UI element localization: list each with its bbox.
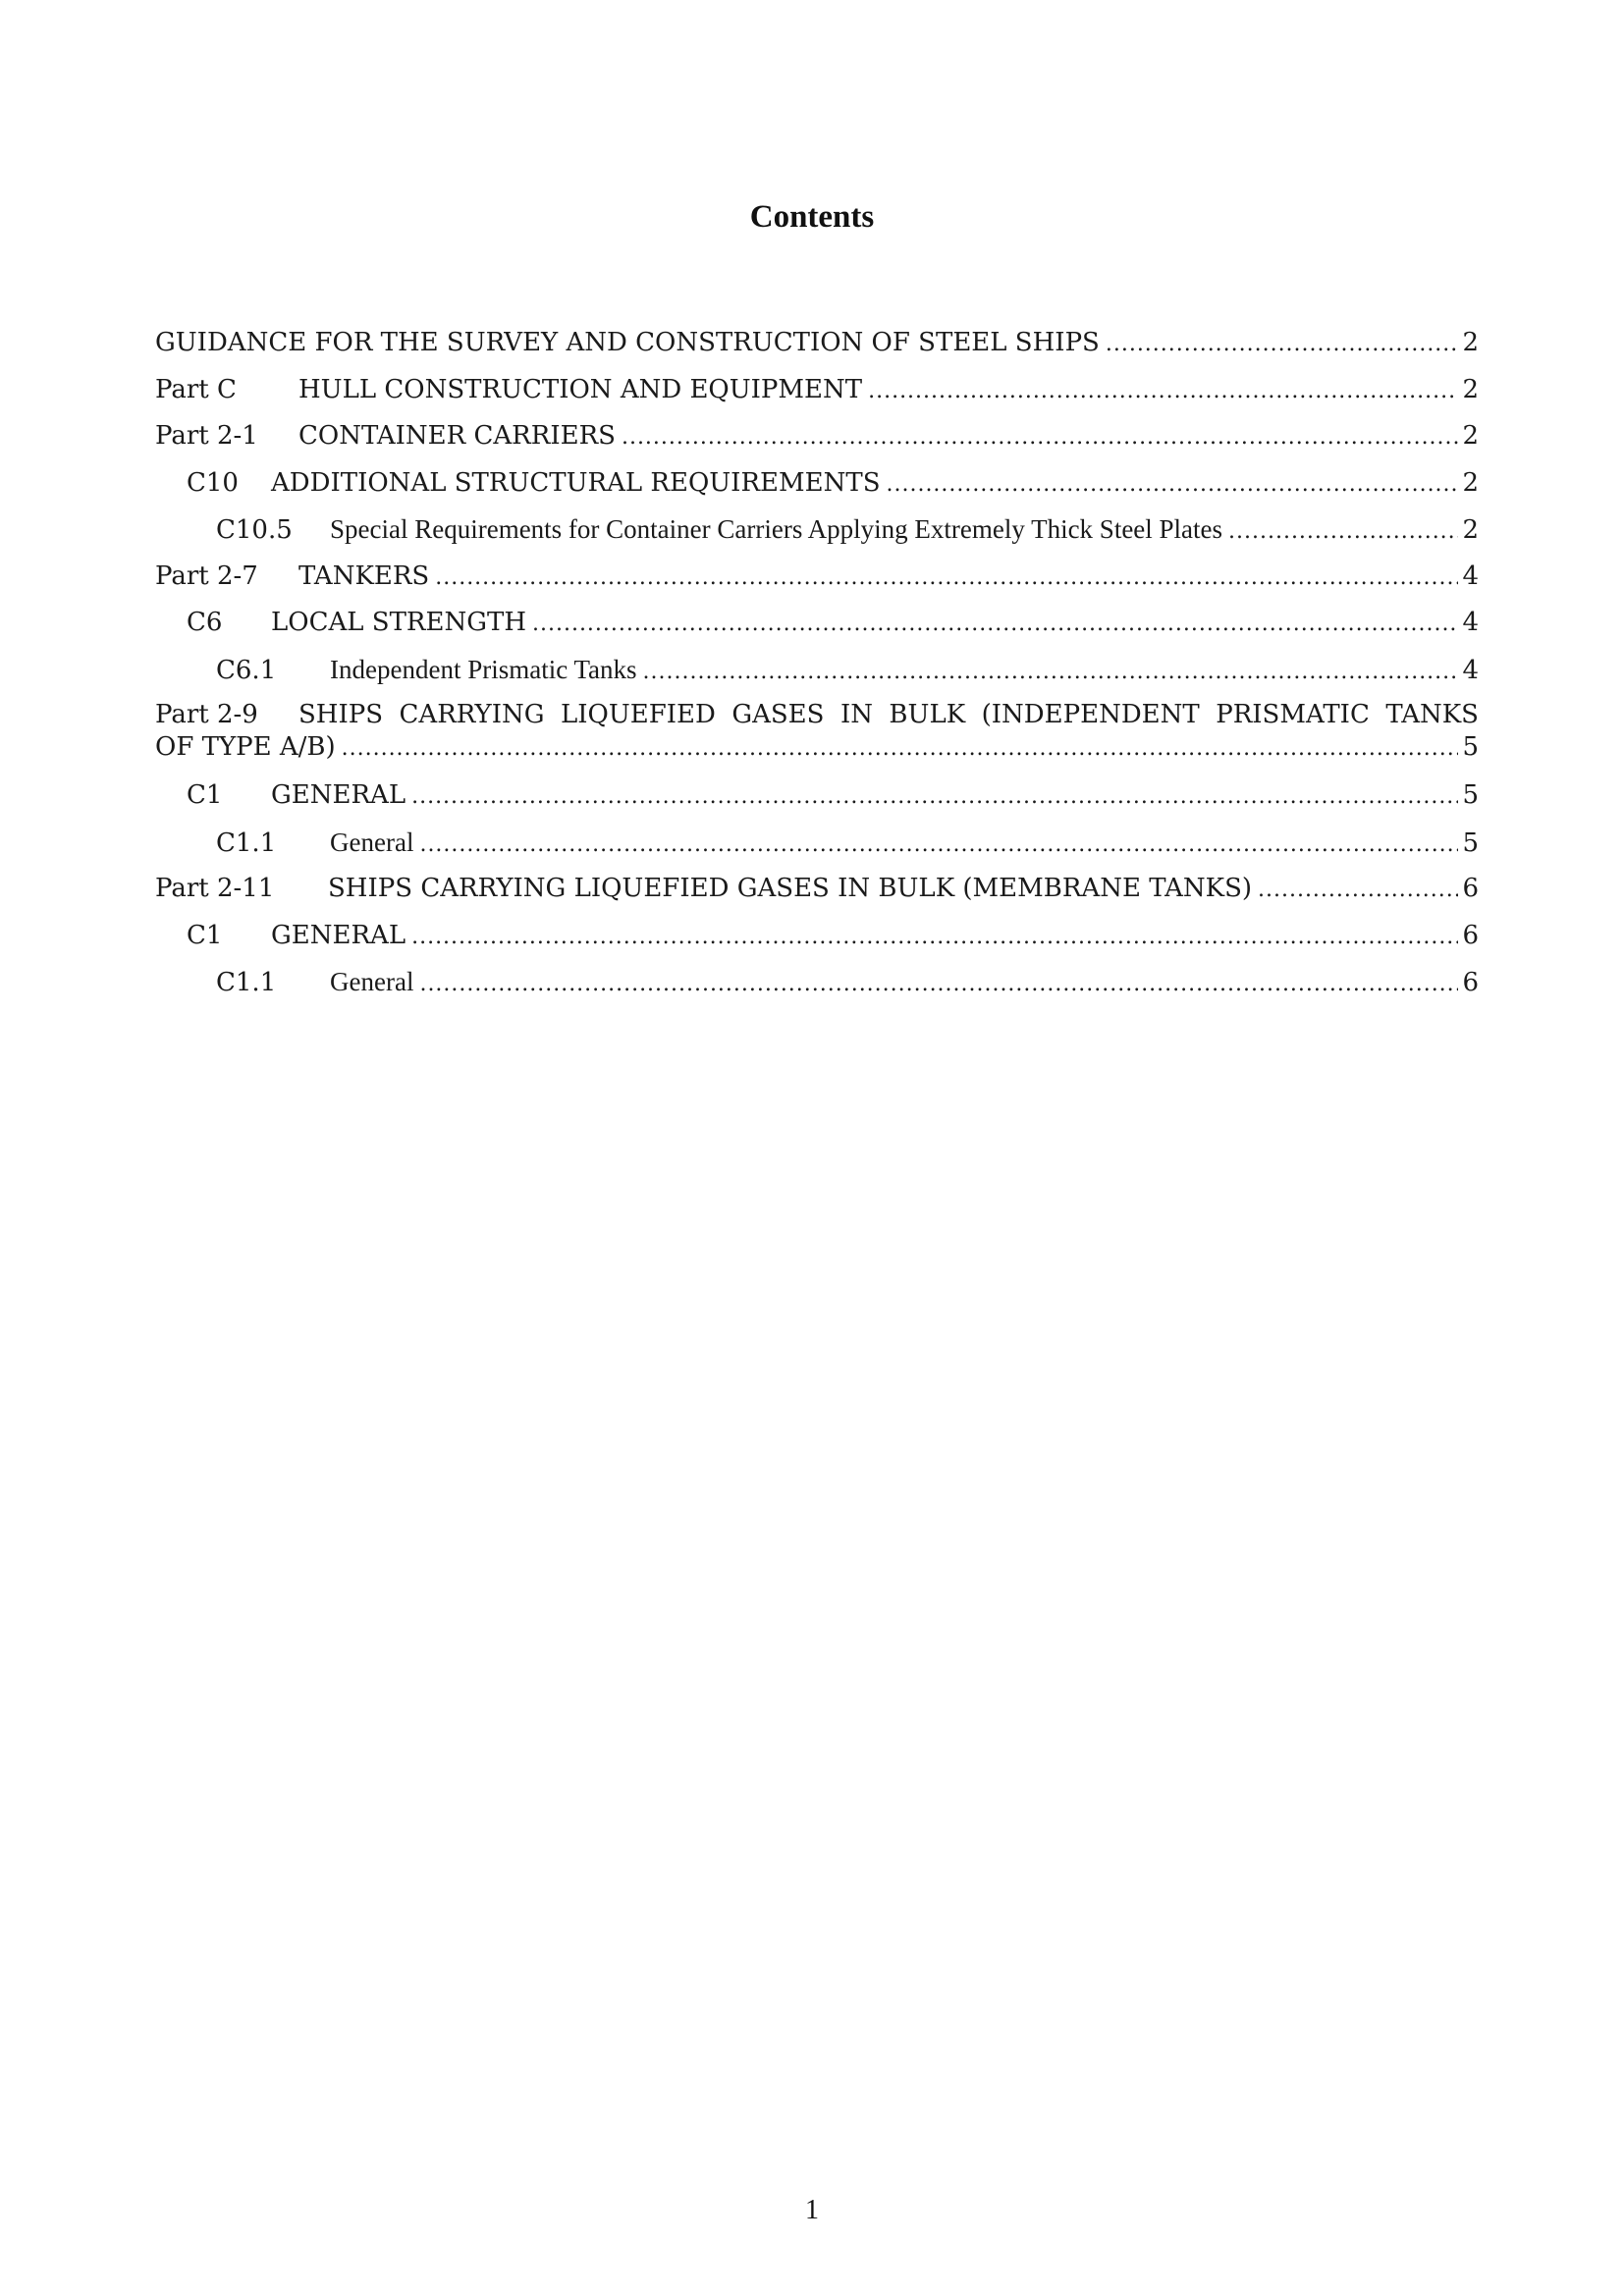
page-number: 1 — [805, 2195, 819, 2225]
toc-entry-page: 5 — [1462, 732, 1479, 762]
toc-entry-guidance[interactable] — [155, 320, 1479, 367]
toc-entry-page: 6 — [1462, 920, 1479, 950]
toc-entry-number: Part 2-1 — [155, 421, 258, 451]
toc-entry-title: SHIPS CARRYING LIQUEFIED GASES IN BULK (MEMBRANE TANKS) — [328, 874, 1253, 903]
toc-entry-c1-general[interactable] — [155, 773, 1479, 820]
toc-entry-title-continued: OF TYPE A/B) — [155, 732, 336, 762]
toc-entry-c6-1[interactable] — [155, 647, 1479, 694]
toc-entry-page: 2 — [1462, 328, 1479, 357]
toc-entry-number: C1.1 — [216, 968, 277, 997]
toc-entry-number: Part 2-11 — [155, 874, 275, 903]
toc-entry-number: C10 — [187, 467, 239, 498]
toc-dot-leader — [342, 732, 1459, 765]
toc-entry-number: C6.1 — [216, 655, 277, 685]
toc-entry-c1-1-general-2[interactable] — [155, 959, 1479, 1006]
toc-entry-title: General — [330, 827, 414, 857]
toc-dot-leader — [1228, 508, 1458, 556]
toc-entry-line — [155, 699, 1479, 731]
toc-entry-title: Special Requirements for Container Carriers Applying Extremely Thick Steel Plates — [330, 514, 1223, 544]
toc-dot-leader — [435, 555, 1458, 602]
toc-dot-leader — [622, 414, 1458, 461]
toc-entry-part-2-7[interactable] — [155, 554, 1479, 601]
toc-entry-title: SHIPS CARRYING LIQUEFIED GASES IN BULK (INDEPENDENT PRISMATIC TANKS — [298, 700, 1479, 729]
toc-entry-title: TANKERS — [298, 561, 430, 591]
toc-entry-number: Part 2-9 — [155, 700, 258, 729]
toc-dot-leader — [868, 368, 1458, 415]
toc-dot-leader — [1106, 321, 1459, 368]
toc-entry-title: GUIDANCE FOR THE SURVEY AND CONSTRUCTION OF STEEL SHIPS — [155, 328, 1100, 357]
toc-entry-c10[interactable] — [155, 460, 1479, 507]
toc-entry-c6[interactable] — [155, 600, 1479, 647]
toc-entry-number: Part C — [155, 374, 237, 404]
toc-entry-c1-1-general[interactable] — [155, 820, 1479, 867]
toc-entry-page: 4 — [1462, 655, 1479, 685]
toc-entry-title: LOCAL STRENGTH — [271, 608, 527, 637]
toc-entry-number: C1.1 — [216, 828, 277, 858]
toc-entry-number: C1 — [187, 920, 223, 950]
toc-entry-c1-general-2[interactable] — [155, 913, 1479, 960]
toc-entry-page: 6 — [1462, 968, 1479, 997]
toc-entry-page: 2 — [1462, 421, 1479, 451]
toc-entry-part-2-9[interactable] — [155, 693, 1479, 773]
toc-dot-leader — [411, 774, 1458, 821]
toc-entry-page: 5 — [1462, 780, 1479, 810]
toc-entry-page: 2 — [1462, 467, 1479, 498]
toc-dot-leader — [1258, 867, 1458, 914]
toc-entry-line — [155, 731, 1479, 765]
toc-dot-leader — [419, 961, 1458, 1008]
toc-entry-title: CONTAINER CARRIERS — [298, 421, 616, 451]
toc-entry-number: C10.5 — [216, 515, 293, 545]
toc-dot-leader — [419, 822, 1458, 869]
toc-entry-page: 5 — [1462, 828, 1479, 858]
toc-dot-leader — [887, 461, 1459, 508]
toc-dot-leader — [411, 914, 1458, 961]
toc-entry-page: 2 — [1462, 515, 1479, 545]
toc-entry-page: 6 — [1462, 874, 1479, 903]
toc-entry-page: 2 — [1462, 374, 1479, 404]
page-title: Contents — [749, 199, 875, 235]
toc-entry-title: Independent Prismatic Tanks — [330, 654, 637, 684]
toc-entry-page: 4 — [1462, 608, 1479, 637]
toc-entry-page: 4 — [1462, 561, 1479, 591]
toc-entry-title: ADDITIONAL STRUCTURAL REQUIREMENTS — [271, 467, 881, 498]
toc-entry-title: GENERAL — [271, 780, 406, 810]
toc-entry-part-2-11[interactable] — [155, 866, 1479, 913]
toc-entry-number: C1 — [187, 780, 223, 810]
toc-entry-number: C6 — [187, 608, 223, 637]
toc-entry-c10-5[interactable] — [155, 507, 1479, 554]
toc-dot-leader — [532, 601, 1458, 648]
toc-entry-part-c[interactable] — [155, 367, 1479, 414]
toc-entry-title: HULL CONSTRUCTION AND EQUIPMENT — [298, 374, 863, 404]
toc-entry-number: Part 2-7 — [155, 561, 258, 591]
toc-dot-leader — [643, 649, 1459, 696]
toc-entry-part-2-1[interactable] — [155, 413, 1479, 460]
toc-entry-title: General — [330, 967, 414, 996]
toc-entry-title: GENERAL — [271, 920, 406, 950]
table-of-contents — [155, 320, 1479, 1006]
